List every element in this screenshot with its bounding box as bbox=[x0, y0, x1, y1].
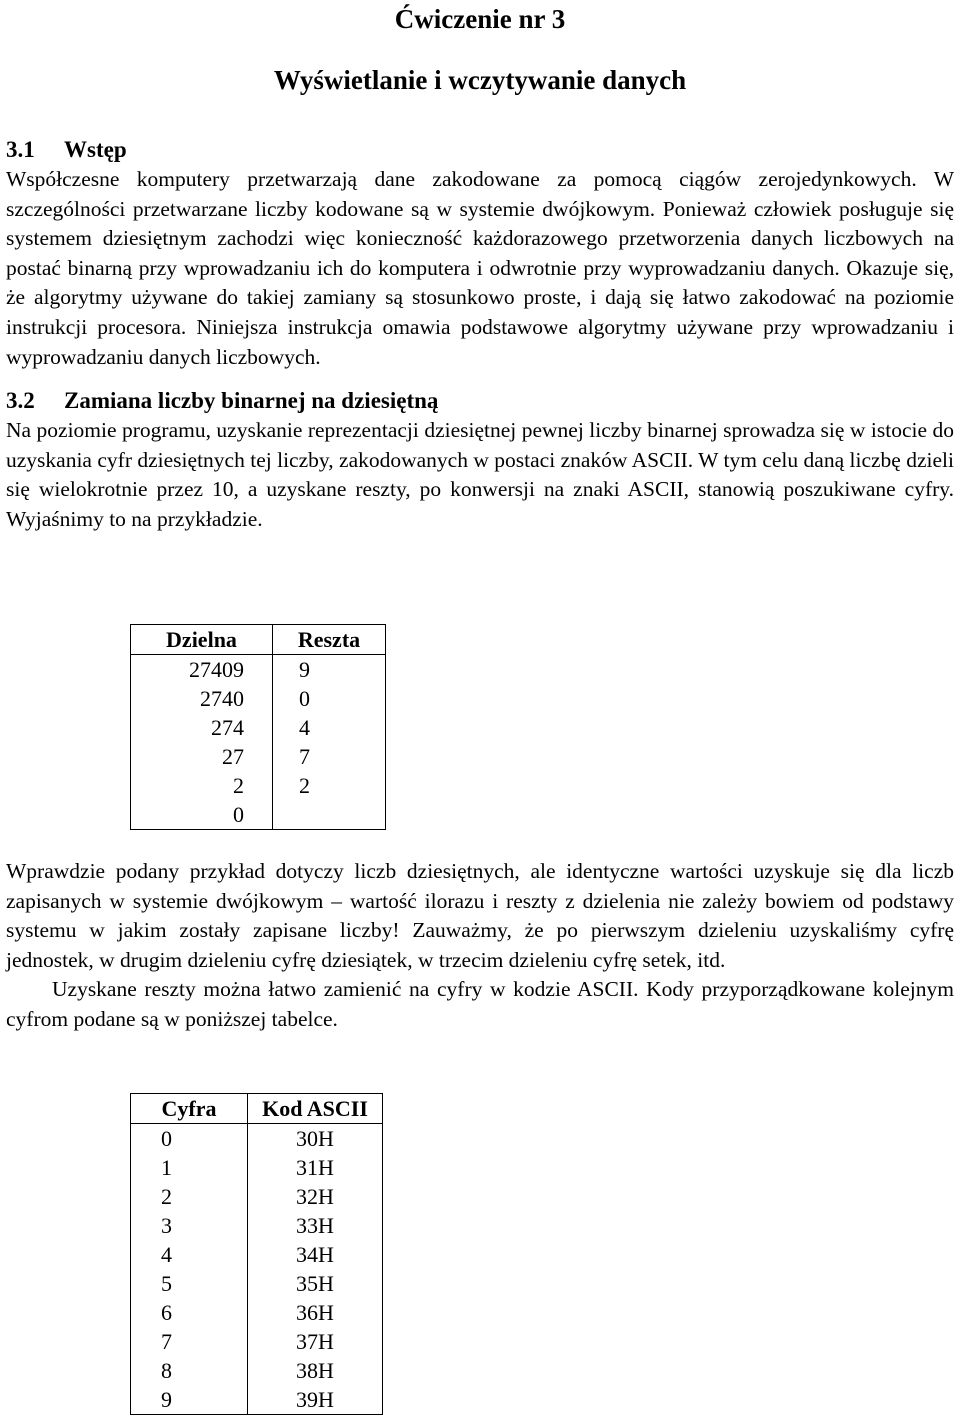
table-row bbox=[131, 713, 386, 742]
table-row bbox=[131, 1124, 383, 1154]
table-cell: 3 bbox=[131, 1211, 248, 1240]
section-title: Zamiana liczby binarnej na dziesiętną bbox=[64, 388, 439, 414]
table-cell: 32H bbox=[248, 1182, 383, 1211]
table-row bbox=[131, 1182, 383, 1211]
table-header-cell: Kod ASCII bbox=[248, 1094, 383, 1124]
table-cell: 31H bbox=[248, 1153, 383, 1182]
table-cell: 0 bbox=[131, 1124, 248, 1154]
section-heading-intro bbox=[6, 135, 954, 165]
table-cell: 2 bbox=[273, 771, 386, 800]
table-cell: 34H bbox=[248, 1240, 383, 1269]
table-cell: 7 bbox=[131, 1327, 248, 1356]
explanation-paragraph: Wprawdzie podany przykład dotyczy liczb dziesiętnych, ale identyczne wartości uzyskuje się dla liczb zapisanych w systemie dwójkowym – wartość ilorazu i reszty z dzielenia nie zależy bowiem od podstawy systemu w jakim zostały zapisane liczby! Zauważmy, że po pierwszym dzieleniu uzyskaliśmy cyfrę jednostek, w drugim dzieleniu cyfrę dziesiątek, w trzecim dzieleniu cyfrę setek, itd. bbox=[6, 859, 954, 972]
table-header-cell: Cyfra bbox=[131, 1094, 248, 1124]
ascii-table bbox=[130, 1093, 383, 1415]
table-row bbox=[131, 1211, 383, 1240]
table-row bbox=[131, 1385, 383, 1415]
table-cell: 39H bbox=[248, 1385, 383, 1415]
section-title: Wstęp bbox=[64, 137, 127, 162]
table-row bbox=[131, 800, 386, 830]
page-subtitle: Wyświetlanie i wczytywanie danych bbox=[273, 65, 687, 95]
table-cell: 6 bbox=[131, 1298, 248, 1327]
table-cell: 38H bbox=[248, 1356, 383, 1385]
table-cell: 37H bbox=[248, 1327, 383, 1356]
table-header-row bbox=[131, 1094, 383, 1124]
table-cell: 4 bbox=[131, 1240, 248, 1269]
table-row bbox=[131, 742, 386, 771]
table-cell: 33H bbox=[248, 1211, 383, 1240]
table-cell: 36H bbox=[248, 1298, 383, 1327]
table-row bbox=[131, 1298, 383, 1327]
table-cell: 27409 bbox=[131, 655, 273, 685]
table-row bbox=[131, 1240, 383, 1269]
table-cell: 0 bbox=[131, 800, 273, 830]
division-table bbox=[130, 624, 386, 830]
table-cell: 274 bbox=[131, 713, 273, 742]
page-title: Ćwiczenie nr 3 bbox=[394, 4, 566, 34]
table-cell: 27 bbox=[131, 742, 273, 771]
table-cell: 30H bbox=[248, 1124, 383, 1154]
table-row bbox=[131, 655, 386, 685]
section-heading-conversion bbox=[6, 386, 954, 416]
ascii-intro-paragraph: Uzyskane reszty można łatwo zamienić na cyfry w kodzie ASCII. Kody przyporządkowane kolejnym cyfrom podane są w poniższej tabelce. bbox=[6, 977, 954, 1031]
intro-paragraph: Współczesne komputery przetwarzają dane zakodowane za pomocą ciągów zerojedynkowych. W szczególności przetwarzane liczby kodowane są w systemie dwójkowym. Ponieważ człowiek posługuje się systemem dziesiętnym zachodzi więc konieczność każdorazowego przetworzenia danych liczbowych na postać binarną przy wprowadzaniu ich do komputera i odwrotnie przy wyprowadzaniu danych. Okazuje się, że algorytmy używane do takiej zamiany są stosunkowo proste, i dają się łatwo zakodować na poziomie instrukcji procesora. Niniejsza instrukcja omawia podstawowe algorytmy używane przy wprowadzaniu i wyprowadzaniu danych liczbowych. bbox=[6, 167, 954, 369]
table-cell: 7 bbox=[273, 742, 386, 771]
table-cell: 1 bbox=[131, 1153, 248, 1182]
table-row bbox=[131, 684, 386, 713]
table-cell: 8 bbox=[131, 1356, 248, 1385]
section-number: 3.2 bbox=[6, 388, 35, 414]
table-cell: 9 bbox=[273, 655, 386, 685]
table-cell: 2 bbox=[131, 1182, 248, 1211]
table-cell: 2 bbox=[131, 771, 273, 800]
table-header-cell: Dzielna bbox=[131, 625, 273, 655]
table-cell: 0 bbox=[273, 684, 386, 713]
table-row bbox=[131, 1327, 383, 1356]
table-row bbox=[131, 1153, 383, 1182]
table-cell: 4 bbox=[273, 713, 386, 742]
table-cell: 5 bbox=[131, 1269, 248, 1298]
table-cell: 2740 bbox=[131, 684, 273, 713]
conversion-paragraph: Na poziomie programu, uzyskanie reprezentacji dziesiętnej pewnej liczby binarnej sprowadza się w istocie do uzyskania cyfr dziesiętnych tej liczby, zakodowanych w postaci znaków ASCII. W tym celu daną liczbę dzieli się wielokrotnie przez 10, a uzyskane reszty, po konwersji na znaki ASCII, stanowią poszukiwane cyfry. Wyjaśnimy to na przykładzie. bbox=[6, 418, 954, 531]
table-cell bbox=[273, 800, 386, 830]
table-row bbox=[131, 1269, 383, 1298]
table-cell: 35H bbox=[248, 1269, 383, 1298]
section-number: 3.1 bbox=[6, 137, 35, 162]
table-header-cell: Reszta bbox=[273, 625, 386, 655]
table-cell: 9 bbox=[131, 1385, 248, 1415]
table-header-row bbox=[131, 625, 386, 655]
table-row bbox=[131, 771, 386, 800]
table-row bbox=[131, 1356, 383, 1385]
